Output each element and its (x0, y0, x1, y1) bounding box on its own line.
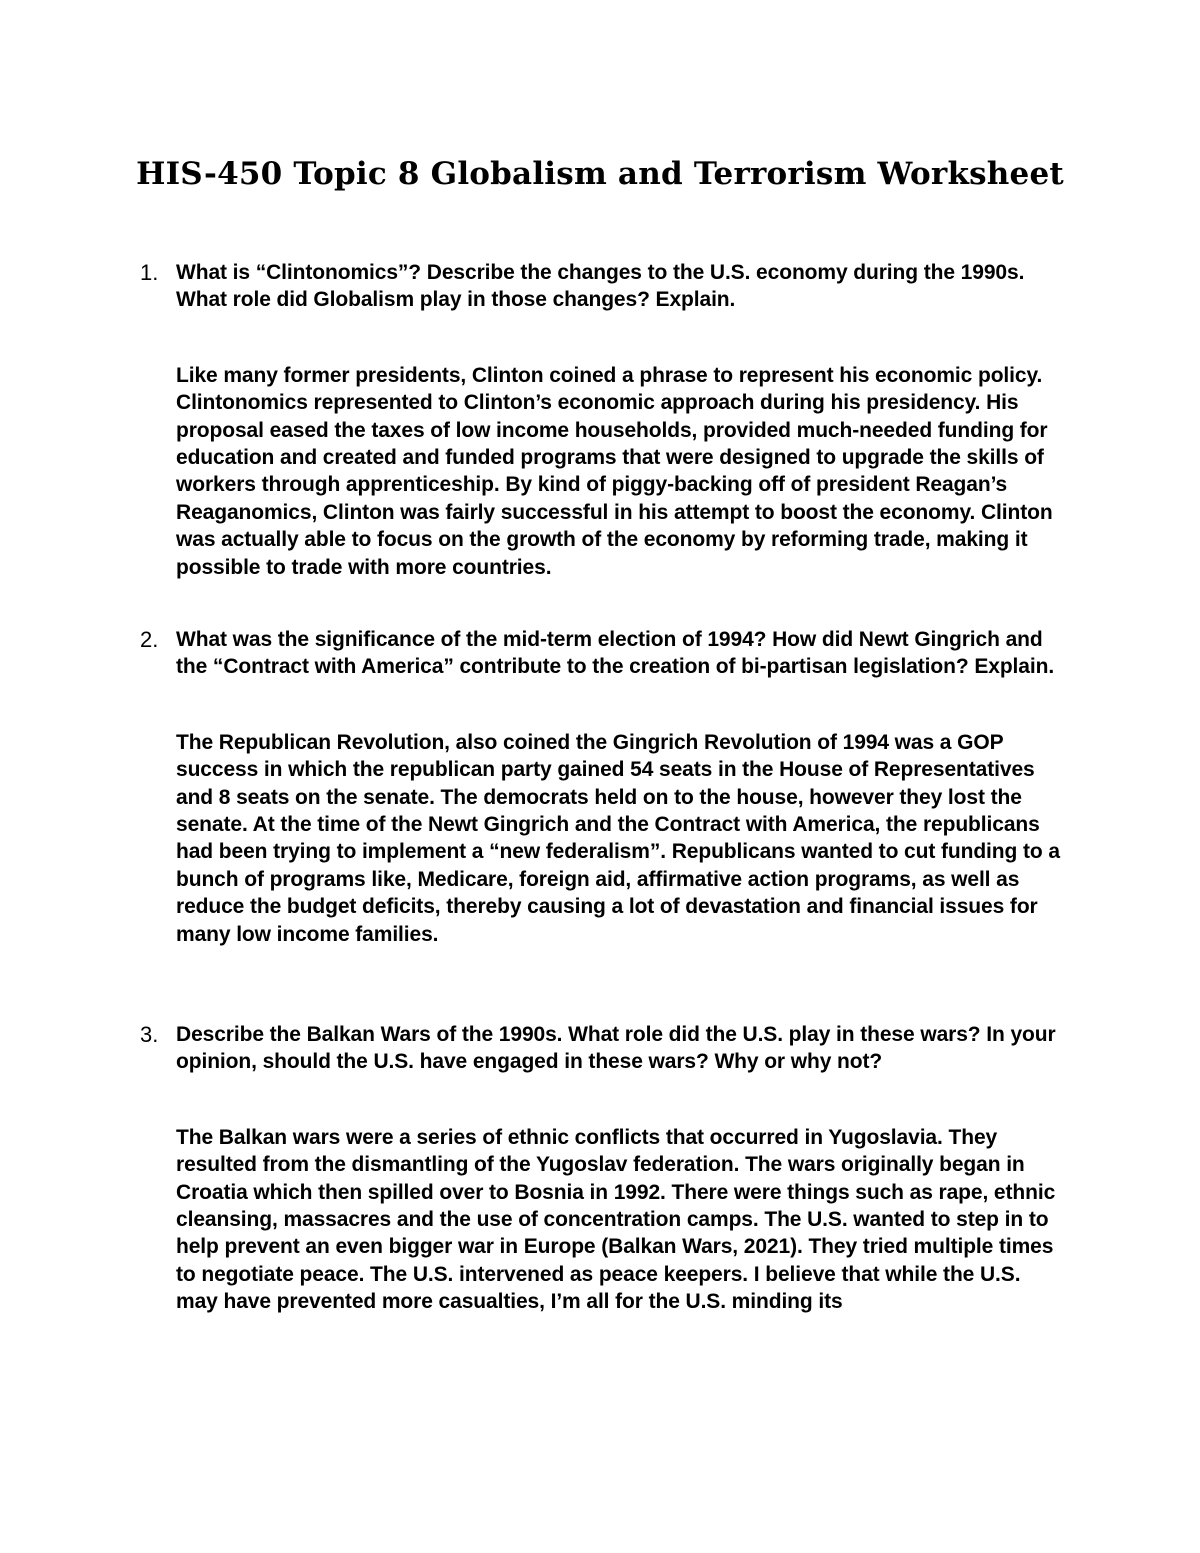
question-item-3 (140, 1021, 1060, 1316)
answer-text: Like many former presidents, Clinton coined a phrase to represent his economic policy. Clintonomics represented to Clinton’s economic approach during his presidency. His proposal eased the taxes of low income households, provided much-needed funding for education and created and funded programs that were designed to upgrade the skills of workers through apprenticeship. By kind of piggy-backing off of president Reagan’s Reaganomics, Clinton was fairly successful in his attempt to boost the economy. Clinton was actually able to focus on the growth of the economy by reforming trade, making it possible to trade with more countries. (176, 363, 1053, 579)
question-number: 3. (140, 1022, 159, 1047)
question-item-2 (140, 626, 1060, 948)
question-text: What is “Clintonomics”? Describe the changes to the U.S. economy during the 1990s. What role did Globalism play in those changes? Explain. (176, 261, 1025, 312)
question-number: 2. (140, 627, 159, 652)
answer-text: The Balkan wars were a series of ethnic conflicts that occurred in Yugoslavia. They resulted from the dismantling of the Yugoslav federation. The wars originally began in Croatia which then spilled over to Bosnia in 1992. There were things such as rape, ethnic cleansing, massacres and the use of concentration camps. The U.S. wanted to step in to help prevent an even bigger war in Europe (Balkan Wars, 2021). They tried multiple times to negotiate peace. The U.S. intervened as peace keepers. I believe that while the U.S. may have prevented more casualties, I’m all for the U.S. minding its (176, 1125, 1056, 1314)
document-title: HIS-450 Topic 8 Globalism and Terrorism Worksheet (136, 156, 1064, 192)
question-text: What was the significance of the mid-term election of 1994? How did Newt Gingrich and the “Contract with America” contribute to the creation of bi-partisan legislation? Explain. (176, 628, 1055, 679)
question-text: Describe the Balkan Wars of the 1990s. What role did the U.S. play in these wars? In your opinion, should the U.S. have engaged in these wars? Why or why not? (176, 1023, 1056, 1074)
question-item-1 (140, 259, 1060, 581)
question-number: 1. (140, 260, 159, 285)
answer-text: The Republican Revolution, also coined the Gingrich Revolution of 1994 was a GOP success in which the republican party gained 54 seats in the House of Representatives and 8 seats on the senate. The democrats held on to the house, however they lost the senate. At the time of the Newt Gingrich and the Contract with America, the republicans had been trying to implement a “new federalism”. Republicans wanted to cut funding to a bunch of programs like, Medicare, foreign aid, affirmative action programs, as well as reduce the budget deficits, thereby causing a lot of devastation and financial issues for many low income families. (176, 730, 1060, 946)
